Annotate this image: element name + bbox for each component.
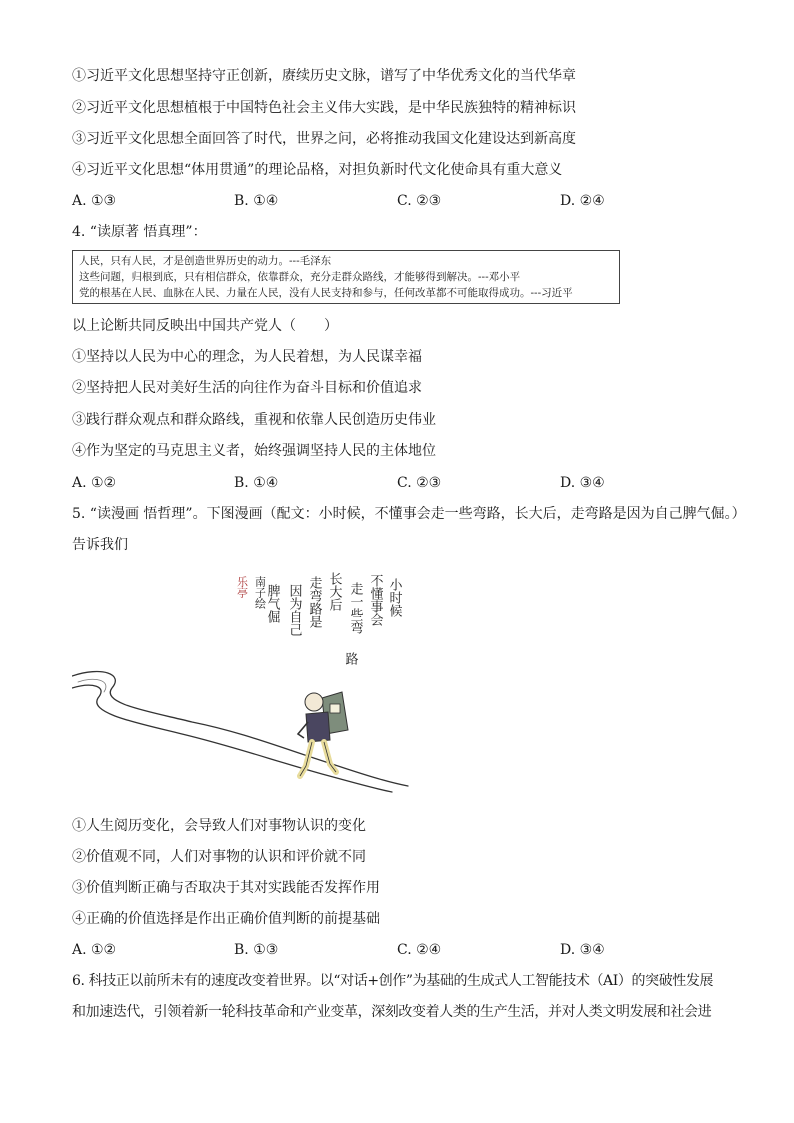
q4-statement-4: ④作为坚定的马克思主义者，始终强调坚持人民的主体地位 — [72, 443, 436, 459]
q5-statement-2: ②价值观不同，人们对事物的认识和评价就不同 — [72, 849, 366, 865]
q5-statement-1: ①人生阅历变化，会导致人们对事物认识的变化 — [72, 818, 366, 834]
winding-road — [72, 672, 408, 792]
q4-choice-b[interactable]: B. ①④ — [234, 475, 279, 491]
q4-statement-1: ①坚持以人民为中心的理念，为人民着想，为人民谋幸福 — [72, 349, 422, 365]
cartoon-image — [72, 562, 412, 794]
q3-choice-a[interactable]: A. ①③ — [72, 193, 117, 209]
q5-choice-b[interactable]: B. ①③ — [234, 942, 279, 958]
q4-stem: 以上论断共同反映出中国共产党人（ ） — [72, 318, 338, 334]
q3-statement-4: ④习近平文化思想“体用贯通”的理论品格，对担负新时代文化使命具有重大意义 — [72, 162, 563, 178]
cartoon-col-4: 长大后 — [326, 572, 342, 611]
cartoon-caption — [236, 572, 403, 665]
q3-choice-d[interactable]: D. ②④ — [560, 193, 605, 209]
q5-title-cont: 告诉我们 — [72, 537, 128, 553]
q4-choice-d[interactable]: D. ③④ — [560, 475, 605, 491]
cartoon-col-5: 走弯路是 — [306, 576, 322, 628]
q3-statement-2: ②习近平文化思想植根于中国特色社会主义伟大实践，是中华民族独特的精神标识 — [72, 100, 576, 116]
cartoon-col-3: 走一些弯 — [347, 582, 363, 634]
cartoon-col-2: 不懂事会 — [367, 574, 383, 626]
q5-statement-3: ③价值判断正确与否取决于其对实践能否发挥作用 — [72, 880, 380, 896]
q4-title: 4. “读原著 悟真理”： — [72, 224, 207, 240]
q3-choice-b[interactable]: B. ①④ — [234, 193, 279, 209]
hiker-figure — [298, 692, 348, 776]
q5-choice-d[interactable]: D. ③④ — [560, 942, 605, 958]
cartoon-col-7: 脾气倔 — [264, 584, 280, 623]
q6-line-1: 6. 科技正以前所未有的速度改变着世界。以“对话+创作”为基础的生成式人工智能技术（AI）的突破性发展 — [72, 973, 714, 989]
q3-statement-1: ①习近平文化思想坚持守正创新，赓续历史文脉，谱写了中华优秀文化的当代华章 — [72, 68, 576, 84]
q4-quote-3: 党的根基在人民、血脉在人民、力量在人民，没有人民支持和参与，任何改革都不可能取得成功。---习近平 — [79, 287, 573, 299]
cartoon-seal: 乐亭 — [235, 576, 249, 598]
cartoon-col-3b: 路 — [342, 652, 358, 665]
q5-title: 5. “读漫画 悟哲理”。下图漫画（配文：小时候，不懂事会走一些弯路，长大后，走弯路是因为自己脾气倔。） — [72, 506, 746, 522]
q4-quote-2: 这些问题，归根到底，只有相信群众，依靠群众，充分走群众路线，才能够得到解决。---邓小平 — [79, 271, 521, 283]
q4-choice-a[interactable]: A. ①② — [72, 475, 117, 491]
cartoon-col-1: 小时候 — [386, 578, 402, 617]
q4-quote-box — [72, 250, 620, 304]
q4-statement-3: ③践行群众观点和群众路线，重视和依靠人民创造历史伟业 — [72, 412, 436, 428]
cartoon-col-6: 因为自己 — [286, 584, 302, 636]
q5-choices — [72, 940, 712, 960]
q3-statement-3: ③习近平文化思想全面回答了时代，世界之问，必将推动我国文化建设达到新高度 — [72, 131, 576, 147]
q4-choice-c[interactable]: C. ②③ — [397, 475, 442, 491]
q3-choices — [72, 191, 712, 211]
q3-choice-c[interactable]: C. ②③ — [397, 193, 442, 209]
cartoon-signature: 南子绘 — [253, 576, 267, 609]
q4-quote-1: 人民，只有人民，才是创造世界历史的动力。---毛泽东 — [79, 255, 332, 267]
q5-choice-a[interactable]: A. ①② — [72, 942, 117, 958]
q5-statement-4: ④正确的价值选择是作出正确价值判断的前提基础 — [72, 911, 380, 927]
q5-choice-c[interactable]: C. ②④ — [397, 942, 442, 958]
q4-statement-2: ②坚持把人民对美好生活的向往作为奋斗目标和价值追求 — [72, 380, 422, 396]
q4-choices — [72, 473, 712, 493]
q6-line-2: 和加速迭代，引领着新一轮科技革命和产业变革，深刻改变着人类的生产生活，并对人类文明发展和社会进 — [72, 1004, 712, 1020]
